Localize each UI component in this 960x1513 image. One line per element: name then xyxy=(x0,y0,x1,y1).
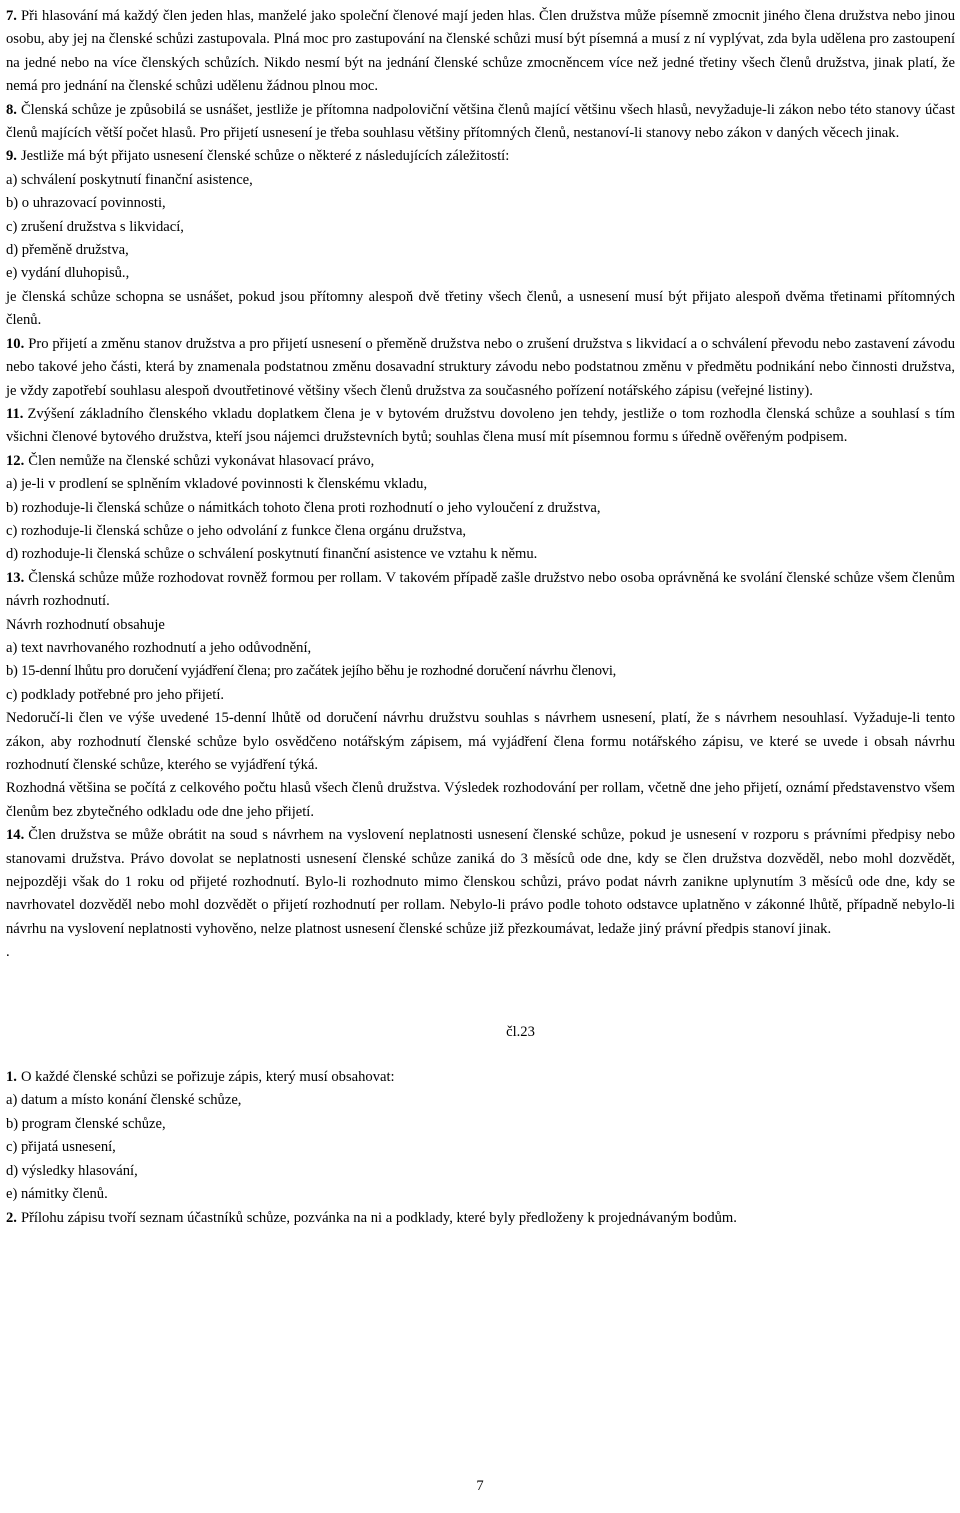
list-item: d) rozhoduje-li členská schůze o schválení poskytnutí finanční asistence ve vztahu k němu. xyxy=(6,546,538,563)
list-item: a) datum a místo konání členské schůze, xyxy=(6,1092,242,1109)
paragraph-text: Zvýšení základního členského vkladu doplatkem člena je v bytovém družstvu dovoleno jen tehdy, jestliže o tom rozhodla členská schůze a souhlasí s tím všichni členové bytového družstva, kteří jsou nájemci družstevních bytů; souhlas člena musí mít písemnou formu s úředně ověřeným podpisem. xyxy=(6,405,955,446)
paragraph-text: Nedoručí-li člen ve výše uvedené 15-denní lhůtě od doručení návrhu družstvu souhlas s návrhem usnesení, platí, že s návrhem nesouhlasí. Vyžaduje-li tento zákon, aby rozhodnutí členské schůze bylo osvědčeno notářským zápisem, má vyjádření člena formu notářského zápisu, ve které se uvede i obsah návrhu rozhodnutí členské schůze, kterého se vyjádření týká. xyxy=(6,710,955,773)
paragraph-number: 1. xyxy=(6,1069,17,1086)
article23-paragraph-2 xyxy=(6,1207,955,1230)
list-item: c) podklady potřebné pro jeho přijetí. xyxy=(6,686,225,703)
stray-dot: . xyxy=(6,944,10,961)
paragraph-8 xyxy=(6,99,955,146)
list-item: b) o uhrazovací povinnosti, xyxy=(6,195,166,212)
list-item: e) vydání dluhopisů., xyxy=(6,265,130,282)
list-item: b) rozhoduje-li členská schůze o námitkách tohoto člena proti rozhodnutí o jeho vyloučení z družstva, xyxy=(6,499,601,516)
paragraph-12 xyxy=(6,450,955,473)
paragraph-number: 9. xyxy=(6,148,17,165)
paragraph-text: Členská schůze je způsobilá se usnášet, jestliže je přítomna nadpoloviční většina členů mající většinu všech hlasů, nevyžaduje-li zákon nebo této stanovy účast členů majících větší počet hlasů. Pro přijetí usnesení je třeba souhlasu většiny přítomných členů, nestanoví-li stanovy nebo zákon v daných věcech jinak. xyxy=(6,101,955,142)
paragraph-text: O každé členské schůzi se pořizuje zápis, který musí obsahovat: xyxy=(20,1069,395,1086)
paragraph-number: 12. xyxy=(6,452,25,469)
list-item: c) rozhoduje-li členská schůze o jeho odvolání z funkce člena orgánu družstva, xyxy=(6,522,467,539)
list-item: a) text navrhovaného rozhodnutí a jeho odůvodnění, xyxy=(6,639,312,656)
paragraph-number: 7. xyxy=(6,8,17,24)
paragraph-10 xyxy=(6,333,955,403)
paragraph-number: 13. xyxy=(6,569,25,586)
paragraph-number: 10. xyxy=(6,335,25,352)
paragraph-14 xyxy=(6,824,955,941)
list-item: a) je-li v prodlení se splněním vkladové povinnosti k členskému vkladu, xyxy=(6,476,428,493)
article23-paragraph-1 xyxy=(6,1066,955,1089)
list-item: d) výsledky hlasování, xyxy=(6,1162,138,1179)
list-item: b) program členské schůze, xyxy=(6,1115,166,1132)
paragraph-text: Jestliže má být přijato usnesení členské schůze o některé z následujících záležitostí: xyxy=(20,148,510,165)
list-item: Návrh rozhodnutí obsahuje xyxy=(6,616,165,633)
paragraph-13 xyxy=(6,567,955,614)
list-item: d) přeměně družstva, xyxy=(6,242,129,259)
list-item: a) schválení poskytnutí finanční asistence, xyxy=(6,171,253,188)
paragraph-number: 2. xyxy=(6,1209,17,1226)
paragraph-text: Rozhodná většina se počítá z celkového počtu hlasů všech členů družstva. Výsledek rozhodování per rollam, včetně dne jeho přijetí, oznámí představenstvo všem členům bez zbytečného odkladu ode dne jeho přijetí. xyxy=(6,780,955,820)
paragraph-text: Člen nemůže na členské schůzi vykonávat hlasovací právo, xyxy=(28,452,375,469)
list-item: c) zrušení družstva s likvidací, xyxy=(6,218,184,235)
list-item: e) námitky členů. xyxy=(6,1186,108,1203)
paragraph-text: Člen družstva se může obrátit na soud s návrhem na vyslovení neplatnosti usnesení členské schůze, pokud je usnesení v rozporu s právními předpisy nebo stanovami družstva. Právo dovolat se neplatnosti usnesení členské schůze zaniká do 3 měsíců ode dne, kdy se člen družstva dozvěděl, nebo mohl dozvědět, nejpozději však do 1 roku od přijeté rozhodnutí. Bylo-li rozhodnuto mimo členskou schůzi, právo podat návrh zanikne uplynutím 3 měsíců ode dne, kdy se navrhovatel dozvěděl nebo mohl dozvědět o přijetí rozhodnutí per rollam. Nebylo-li právo podle tohoto odstavce uplatněno v zákonné lhůtě, případně nebylo-li návrhu na vyslovení neplatnosti vyhověno, nelze platnost usnesení členské schůze již přezkoumávat, ledaže jiný právní předpis stanoví jinak. xyxy=(6,827,955,937)
paragraph-text: Pro přijetí a změnu stanov družstva a pro přijetí usnesení o přeměně družstva nebo o zrušení družstva s likvidací a o schválení převodu nebo zastavení závodu nebo takové jeho části, která by znamenala podstatnou změnu dosavadní struktury závodu nebo podstatnou změnu v předmětu podnikání nebo činnosti družstva, je vždy zapotřebí souhlasu alespoň dvoutřetinové většiny všech členů družstva za současného pořízení notářského zápisu (veřejné listiny). xyxy=(6,335,955,399)
paragraph-text: Členská schůze může rozhodovat rovněž formou per rollam. V takovém případě zašle družstvo nebo osoba oprávněná ke svolání členské schůze všem členům návrh rozhodnutí. xyxy=(6,569,955,610)
paragraph-7 xyxy=(6,5,955,99)
paragraph-text: Přílohu zápisu tvoří seznam účastníků schůze, pozvánka na ni a podklady, které byly předloženy k projednávaným bodům. xyxy=(20,1209,737,1226)
paragraph-number: 11. xyxy=(6,405,24,422)
paragraph-text: je členská schůze schopna se usnášet, pokud jsou přítomny alespoň dvě třetiny všech členů, a usnesení musí být přijato alespoň dvěma třetinami přítomných členů. xyxy=(6,288,955,329)
list-item: b) 15-denní lhůtu pro doručení vyjádření člena; pro začátek jejího běhu je rozhodné doručení návrhu členovi, xyxy=(6,663,617,680)
page-number: 7 xyxy=(476,1478,484,1494)
paragraph-number: 14. xyxy=(6,827,25,844)
paragraph-11 xyxy=(6,403,955,450)
list-item: c) přijatá usnesení, xyxy=(6,1139,116,1156)
paragraph-text: Při hlasování má každý člen jeden hlas, manželé jako společní členové mají jeden hlas. Člen družstva může písemně zmocnit jiného člena družstva nebo jinou osobu, aby jej na členské schůzi zastupovala. Plná moc pro zastupování na členské schůzi musí být písemná a musí z ní vyplývat, zda byla udělena pro zastoupení na jedné nebo na více členských schůzích. Nikdo nesmí být na jednání členské schůze zmocněncem více než jedné třetiny všech členů družstva, jinak platí, že nemá pro jednání na členské schůzi udělenu žádnou plnou moc. xyxy=(6,8,955,95)
article-heading: čl.23 xyxy=(506,1023,535,1040)
paragraph-9 xyxy=(6,145,955,168)
paragraph-number: 8. xyxy=(6,101,17,118)
